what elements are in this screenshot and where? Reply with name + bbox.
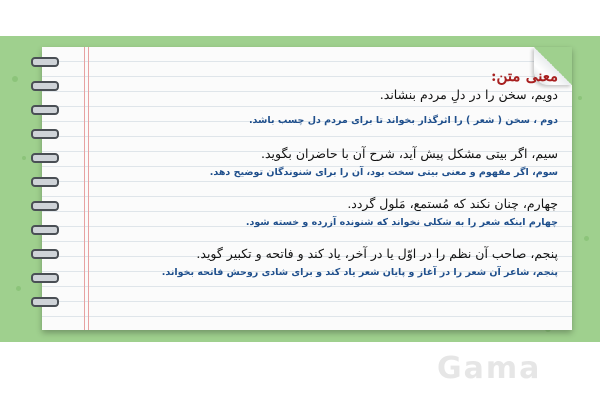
item-note-3: چهارم اینکه شعر را به شکلی نخواند که شنونده آزرده و خسته شود. — [245, 217, 558, 228]
line-spacer — [128, 128, 558, 146]
spiral-ring — [31, 57, 59, 67]
item-line-1: دویم، سخن را در دلِ مردم بنشاند. — [379, 87, 558, 102]
margin-line — [88, 47, 89, 330]
gama-watermark: Gama — [437, 351, 542, 386]
item-line-3: چهارم، چنان نکند که مُستمع، مَلول گردد. — [347, 196, 558, 211]
spiral-ring — [31, 81, 59, 91]
notebook-page — [42, 47, 572, 330]
spiral-ring — [31, 129, 59, 139]
text-content — [128, 67, 558, 280]
item-note-4: پنجم، شاعر آن شعر را در آغاز و پایان شعر یاد کند و برای شادی روحش فاتحه بخواند. — [161, 267, 558, 278]
background-dot — [578, 96, 582, 100]
spiral-ring — [31, 297, 59, 307]
spiral-ring — [31, 105, 59, 115]
spiral-ring — [31, 249, 59, 259]
page-title: معنی متن: — [490, 67, 558, 85]
spiral-ring — [31, 177, 59, 187]
background-dot — [16, 286, 21, 291]
line-spacer — [128, 180, 558, 196]
spiral-ring — [31, 201, 59, 211]
item-note-1: دوم ، سخن ( شعر ) را اثرگذار بخواند تا برای مردم دل چسب باشد. — [248, 115, 558, 126]
background-dot — [12, 76, 18, 82]
line-spacer — [128, 103, 558, 114]
item-note-2: سوم، اگر مفهوم و معنی بیتی سخت بود، آن را برای شنوندگان توضیح دهد. — [209, 167, 558, 178]
background-dot — [584, 236, 589, 241]
item-line-4: پنجم، صاحب آن نظم را در اوّل یا در آخر، یاد کند و فاتحه و تکبیر گوید. — [196, 246, 558, 261]
spiral-ring — [31, 225, 59, 235]
background-dot — [22, 156, 26, 160]
item-line-2: سیم، اگر بیتی مشکل پیش آید، شرح آن با حاضران بگوید. — [261, 146, 558, 161]
margin-line — [84, 47, 85, 330]
spiral-ring — [31, 153, 59, 163]
spiral-ring — [31, 273, 59, 283]
line-spacer — [128, 230, 558, 246]
